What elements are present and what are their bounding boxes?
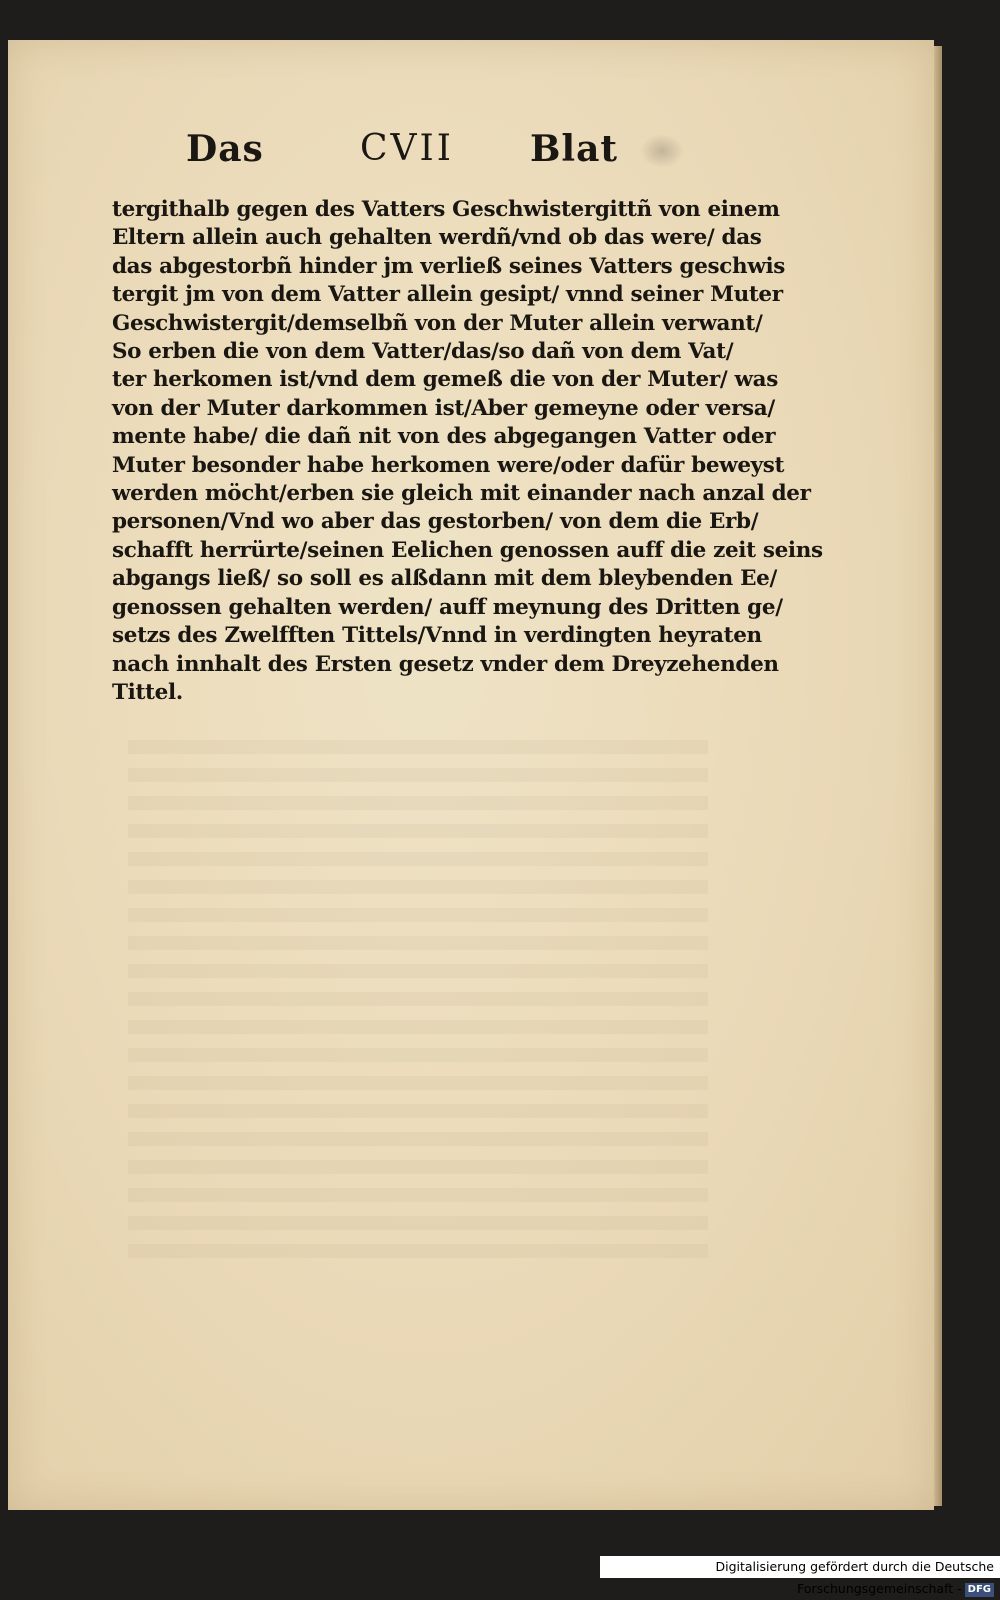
text-line: setzs des Zwelfften Tittels/Vnnd in verdingten heyraten bbox=[112, 623, 762, 649]
dfg-logo: DFG bbox=[965, 1583, 994, 1597]
body-text bbox=[112, 196, 823, 707]
text-line: werden möcht/erben sie gleich mit einander nach anzal der bbox=[112, 481, 811, 507]
text-line: genossen gehalten werden/ auff meynung des Dritten ge/ bbox=[112, 594, 783, 620]
header-left-word: Das bbox=[186, 128, 264, 170]
text-line: schafft herrürte/seinen Eelichen genossen auff die zeit seins bbox=[112, 537, 823, 563]
text-line: Geschwistergit/demselbñ von der Muter allein verwant/ bbox=[112, 310, 763, 336]
text-line: abgangs ließ/ so soll es alßdann mit dem bleybenden Ee/ bbox=[112, 566, 777, 592]
text-line: tergithalb gegen des Vatters Geschwistergittñ von einem bbox=[112, 197, 780, 222]
page-edge bbox=[934, 46, 942, 1506]
bleed-through-text bbox=[128, 740, 708, 1260]
text-line: das abgestorbñ hinder jm verließ seines Vatters geschwis bbox=[112, 253, 786, 279]
text-line: mente habe/ die dañ nit von des abgegangen Vatter oder bbox=[112, 424, 776, 450]
text-line: Tittel. bbox=[112, 679, 183, 705]
ink-smudge bbox=[640, 134, 684, 168]
text-line: Muter besonder habe herkomen were/oder dafür beweyst bbox=[112, 452, 785, 478]
folio-number: CVII bbox=[360, 128, 454, 169]
running-header bbox=[178, 128, 698, 188]
text-line: So erben die von dem Vatter/das/so dañ von dem Vat/ bbox=[112, 339, 734, 365]
funding-credit: Digitalisierung gefördert durch die Deutsche Forschungsgemeinschaft - bbox=[715, 1559, 994, 1596]
text-line: nach innhalt des Ersten gesetz vnder dem Dreyzehenden bbox=[112, 651, 779, 677]
text-line: tergit jm von dem Vatter allein gesipt/ vnnd seiner Muter bbox=[112, 282, 783, 308]
text-line: von der Muter darkommen ist/Aber gemeyne oder versa/ bbox=[112, 395, 775, 421]
header-right-word: Blat bbox=[530, 128, 619, 170]
text-line: Eltern allein auch gehalten werdñ/vnd ob das were/ das bbox=[112, 225, 762, 251]
funding-footer bbox=[600, 1556, 1000, 1596]
text-line: personen/Vnd wo aber das gestorben/ von dem die Erb/ bbox=[112, 509, 759, 535]
text-line: ter herkomen ist/vnd dem gemeß die von der Muter/ was bbox=[112, 367, 778, 393]
